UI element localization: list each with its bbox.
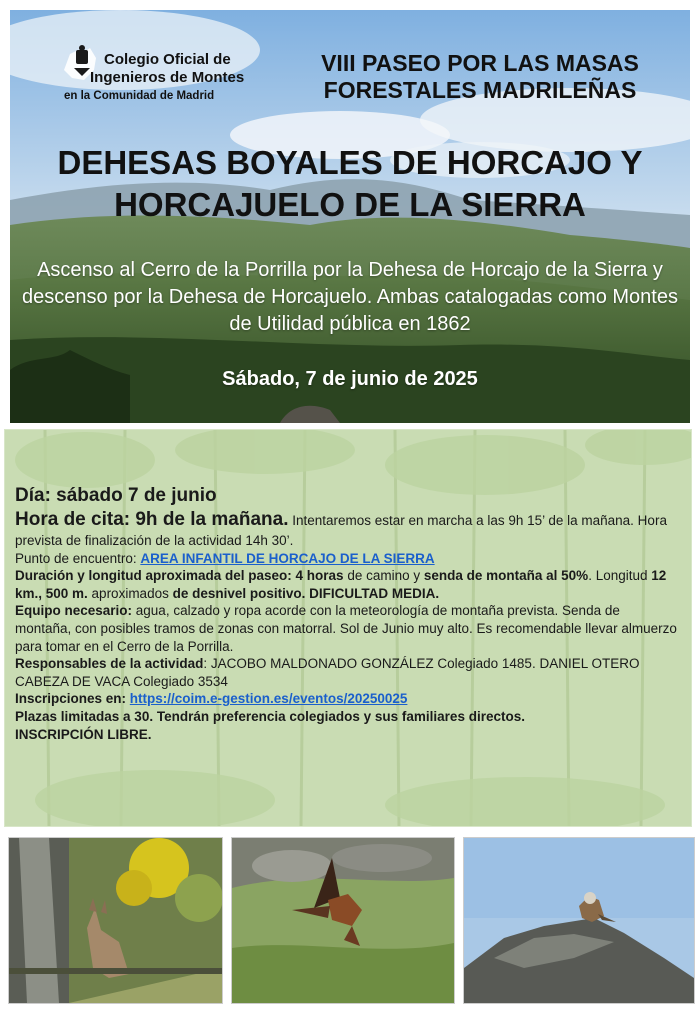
hero-banner: [10, 10, 690, 423]
event-series-line2: FORESTALES MADRILEÑAS: [323, 77, 637, 103]
info-panel: [4, 429, 692, 827]
meeting-point-label: Punto de encuentro:: [15, 550, 141, 566]
red-kite-image: [232, 838, 454, 1003]
event-series-line1: VIII PASEO POR LAS MASAS: [321, 50, 639, 76]
organization-name-line2: Ingenieros de Montes: [90, 69, 245, 86]
info-text: [15, 484, 677, 743]
duration-bold-3: de desnivel positivo. DIFICULTAD MEDIA.: [172, 585, 440, 601]
meeting-time-paragraph: [15, 508, 677, 550]
meeting-time-label: Hora de cita: 9h de la mañana.: [15, 509, 289, 530]
meeting-time-text: Intentaremos estar en marcha a las 9h 15’ de la mañana. Hora prevista de finalización de la actividad 14h 30’.: [15, 513, 667, 548]
title-line1: DEHESAS BOYALES DE HORCAJO Y: [57, 144, 643, 181]
responsible-label: Responsables de la actividad: [15, 656, 204, 672]
duration-paragraph: [15, 567, 677, 602]
registration-label: Inscripciones en:: [15, 691, 130, 707]
deer-photo: [8, 837, 223, 1004]
limit-text: Plazas limitadas a 30. Tendrán preferencia colegiados y sus familiares directos.: [15, 708, 525, 724]
duration-text-2: . Longitud: [588, 568, 652, 584]
organization-name-line3: en la Comunidad de Madrid: [64, 90, 215, 102]
title-line2: HORCAJUELO DE LA SIERRA: [114, 186, 586, 223]
registration-link[interactable]: https://coim.e-gestion.es/eventos/20250025: [129, 691, 408, 707]
event-description: Ascenso al Cerro de la Porrilla por la Dehesa de Horcajo de la Sierra y descenso por la Dehesa de Horcajuelo. Ambas catalogadas como Montes de Utilidad pública en 1862: [22, 259, 678, 335]
duration-label: Duración y longitud aproximada del paseo: 4 horas: [15, 568, 344, 584]
duration-text-3: aproximados: [87, 585, 173, 601]
equipment-paragraph: [15, 602, 677, 655]
registration-paragraph: [15, 690, 677, 708]
event-series-heading: [280, 50, 680, 104]
duration-bold-2: 12 km., 500 m.: [15, 568, 667, 601]
event-date: Sábado, 7 de junio de 2025: [222, 368, 478, 390]
equipment-text: agua, calzado y ropa acorde con la meteorología de montaña prevista. Senda de montaña, con posibles tramos de zonas con matorral. Sol de Junio muy alto. Es recomendable llevar almuerzo para tomar en el Cerro de la Porrilla.: [15, 603, 677, 654]
responsible-paragraph: [15, 655, 677, 690]
responsible-text: : JACOBO MALDONADO GONZÁLEZ Colegiado 1485. DANIEL OTERO CABEZA DE VACA Colegiado 3534: [15, 656, 640, 689]
duration-text-1: de camino y: [343, 568, 424, 584]
equipment-label: Equipo necesario:: [15, 603, 133, 619]
page-title: [10, 142, 690, 226]
bunting-image: [464, 838, 694, 1003]
deer-image: [9, 838, 222, 1003]
duration-bold-1: senda de montaña al 50%: [423, 568, 589, 584]
organization-logo: [34, 38, 244, 118]
free-registration-text: INSCRIPCIÓN LIBRE.: [15, 726, 152, 742]
meeting-point-paragraph: [15, 550, 677, 568]
bird-on-rock-photo: [463, 837, 695, 1004]
organization-name-line1: Colegio Oficial de: [104, 51, 231, 68]
kite-photo: [231, 837, 455, 1004]
day-line: Día: sábado 7 de junio: [15, 485, 217, 506]
meeting-point-link[interactable]: AREA INFANTIL DE HORCAJO DE LA SIERRA: [140, 550, 435, 566]
